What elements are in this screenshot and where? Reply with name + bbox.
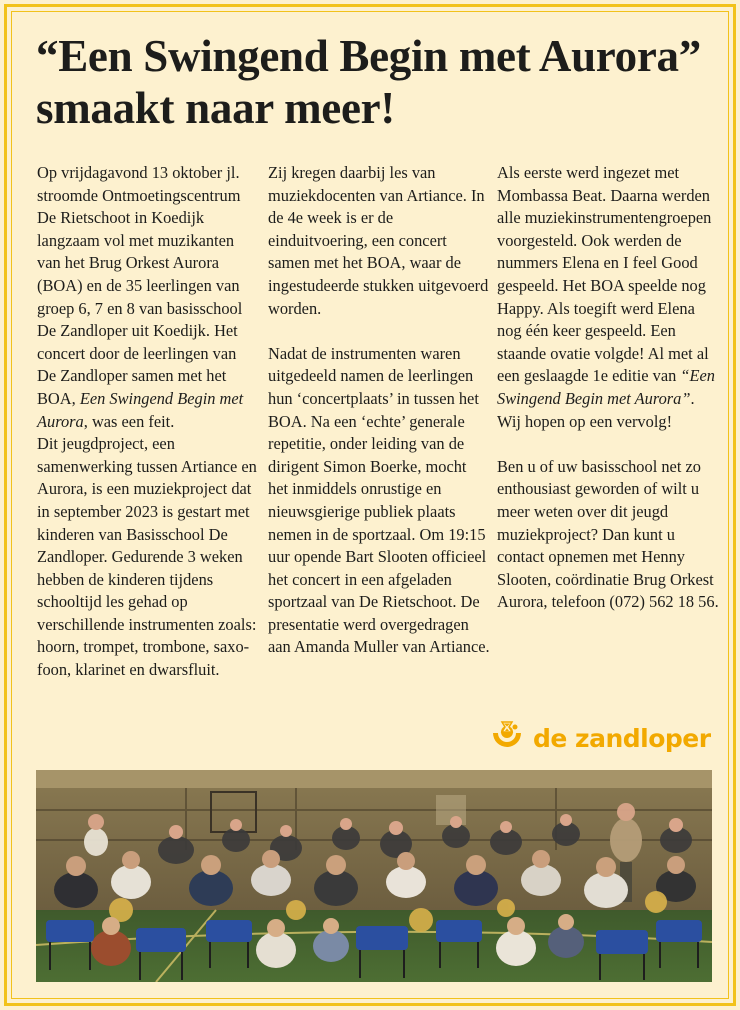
article-column-2 — [268, 162, 490, 659]
article-paragraph — [268, 343, 490, 659]
concert-photo — [36, 770, 712, 982]
paragraph-text: Zij kregen daarbij les van muziekdocenten van Artiance. In de 4e week is er de einduitvoering, een concert samen met het BOA, waar de ingestudeerde stukken uitgevoerd worden. — [268, 163, 489, 318]
article-paragraph — [37, 433, 259, 682]
article-column-3 — [497, 162, 719, 614]
paragraph-text: Ben u of uw basisschool net zo enthousiast geworden of wilt u meer weten over dit jeugd muziekproject? Dan kunt u contact opnemen met Henny Slooten, coördinatie Brug Orkest Aurora, telefoon (072) 562 18 56. — [497, 456, 719, 612]
article-column-1 — [37, 162, 259, 682]
paragraph-text: , was een feit. — [83, 411, 175, 431]
article-paragraph — [497, 162, 719, 433]
paragraph-text: . Wij hopen op een vervolg! — [497, 388, 695, 431]
zandloper-logo — [489, 718, 719, 758]
paragraph-text: Als eerste werd ingezet met Mombassa Beat. Daarna werden alle muziekinstrumentengroepen voorgesteld. Ook werden de nummers Elena en I feel Good gespeeld. Het BOA speelde nog Happy. Als toegift werd Elena nog één keer gespeeld. Een staande ovatie volgde! Al met al een geslaagde 1e editie van — [497, 163, 712, 386]
article-paragraph — [37, 162, 259, 433]
logo-text: de zandloper — [533, 723, 711, 753]
article-paragraph — [497, 456, 719, 614]
paragraph-text: Dit jeugdproject, een samenwerking tussen Artiance en Aurora, is een muziekproject dat in september 2023 is gestart met kinderen van Basisschool De Zandloper. Gedurende 3 weken hebben de kinderen tijdens schooltijd les gehad op verschillende instrumenten zoals: hoorn, trompet, trombone, saxofoon, klarinet en dwarsfluit. — [37, 434, 257, 680]
paragraph-text: Nadat de instrumenten waren uitgedeeld namen de leerlingen hun ‘concertplaats’ in tussen het BOA. Na een ‘echte’ generale repetitie, onder leiding van de dirigent Simon Boerke, mocht het inmiddels onrustige en nieuwsgierige publiek plaats nemen in de sportzaal. Om 19:15 uur opende Bart Slooten officieel het concert in een afgeladen sportzaal van De Rietschoot. De presentatie werd overgedragen aan Amanda Muller van Artiance. — [268, 343, 490, 657]
article-paragraph — [268, 162, 490, 320]
paragraph-text: Op vrijdagavond 13 oktober jl. stroomde Ontmoetingscentrum De Rietschoot in Koedijk langzaam vol met muzikanten van het Brug Orkest Aurora (BOA) en de 35 leerlingen van groep 6, 7 en 8 van basisschool De Zandloper uit Koedijk. Het concert door de leerlingen van De Zandloper samen met het BOA, — [37, 163, 243, 408]
italic-title-text: Een Swingend Begin met Aurora — [37, 388, 244, 431]
article-title: “Een Swingend Begin met Aurora” smaakt naar meer! — [36, 31, 701, 133]
hourglass-sun-icon — [489, 721, 525, 755]
italic-title-text: “Een Swingend Begin met Aurora” — [497, 366, 716, 408]
